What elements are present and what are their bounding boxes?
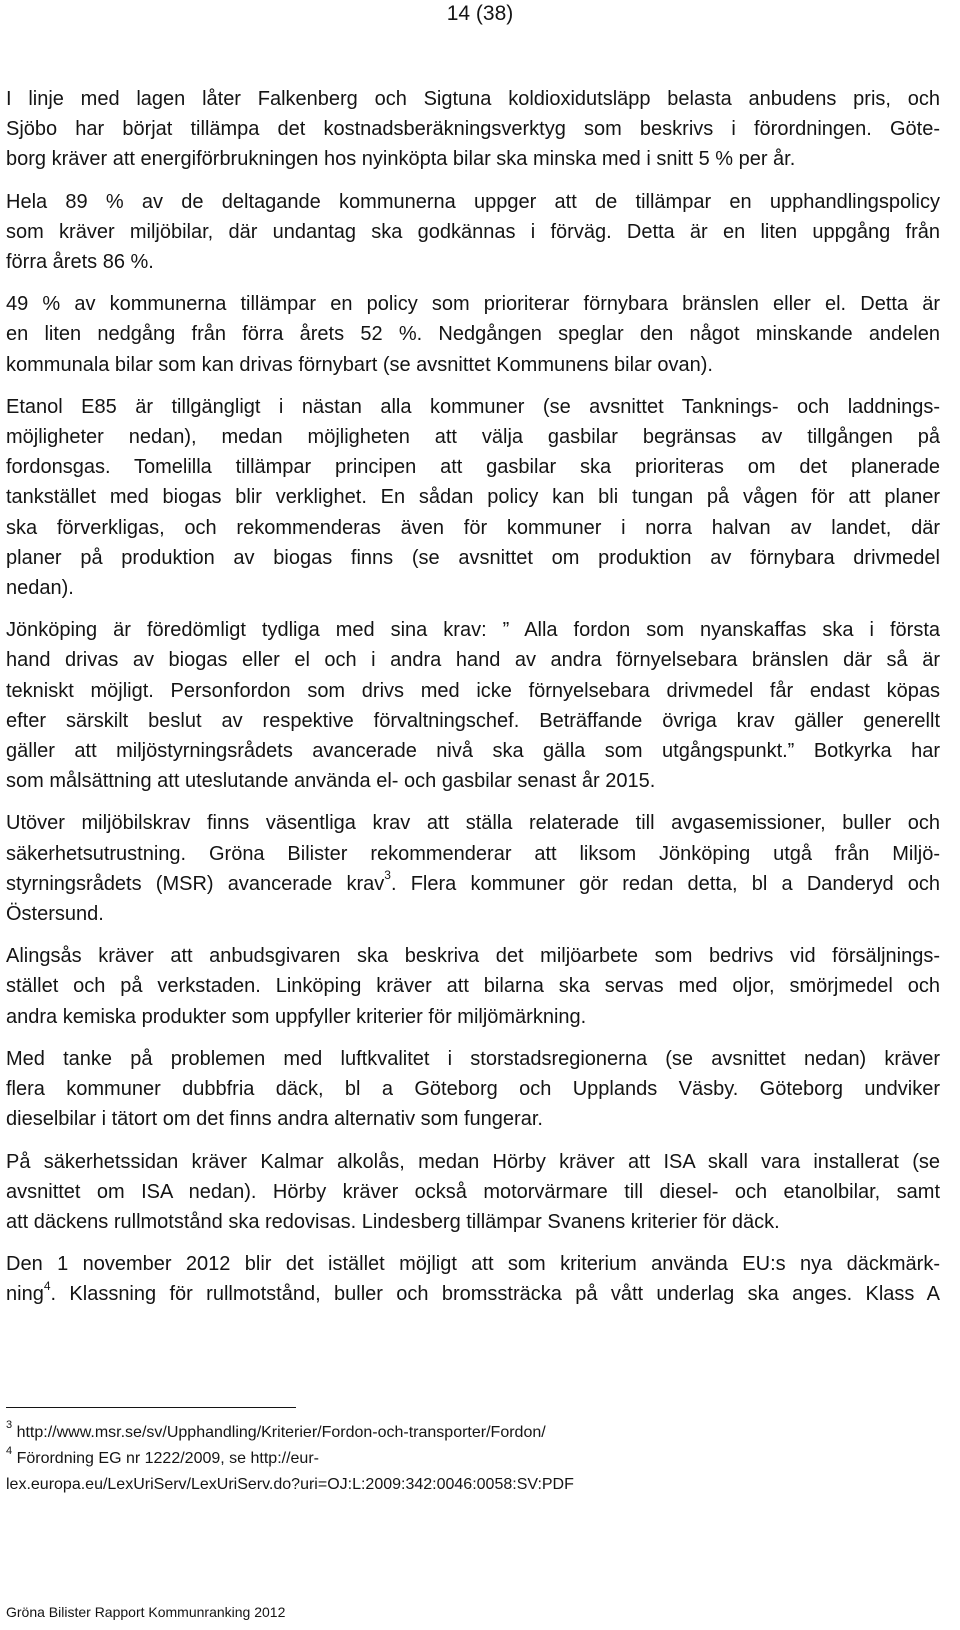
text-line: kommunala bilar som kan drivas förnybart (se avsnittet Kommunens bilar ovan). xyxy=(6,353,713,376)
text-line: att däckens rullmotstånd ska redovisas. Lindesberg tillämpar Svanens kriterier för däck. xyxy=(6,1210,780,1233)
paragraph-4 xyxy=(6,392,940,603)
footnote-text[interactable]: Förordning EG nr 1222/2009, se http://eur- xyxy=(16,1450,319,1467)
text-segment: . Flera kommuner gör redan detta, bl a Danderyd och xyxy=(390,872,941,895)
text-line: Den 1 november 2012 blir det istället möjligt att som kriterium använda EU:s nya däckmärk- xyxy=(6,1253,940,1276)
paragraph-8 xyxy=(6,1044,940,1135)
paragraph-6 xyxy=(6,808,940,929)
paragraph-7 xyxy=(6,941,940,1032)
text-line: tankstället med biogas blir verklighet. En sådan policy kan bli tungan på vågen för att planer xyxy=(6,486,940,509)
text-line: fordonsgas. Tomelilla tillämpar principen att gasbilar ska prioriteras om det planerade xyxy=(6,456,940,479)
text-line: en liten nedgång från förra årets 52 %. Nedgången speglar den något minskande andelen xyxy=(6,323,940,346)
text-line: som kräver miljöbilar, där undantag ska godkännas i förväg. Detta är en liten uppgång från xyxy=(6,220,940,243)
text-line: nedan). xyxy=(6,577,74,600)
text-line: Sjöbo har börjat tillämpa det kostnadsberäkningsverktyg som beskrivs i förordningen. Göte- xyxy=(6,118,940,141)
text-segment: styrningsrådets (MSR) avancerade krav xyxy=(6,872,385,895)
text-line: andra kemiska produkter som uppfyller kriterier för miljömärkning. xyxy=(6,1005,587,1028)
paragraph-3 xyxy=(6,289,940,380)
text-line: planer på produktion av biogas finns (se avsnittet om produktion av förnybara drivmedel xyxy=(6,546,940,569)
page-footer: Gröna Bilister Rapport Kommunranking 2012 xyxy=(6,1604,286,1620)
paragraph-2 xyxy=(6,187,940,278)
text-line xyxy=(6,1279,940,1309)
footnote-separator xyxy=(6,1407,296,1408)
text-line: avsnittet om ISA nedan). Hörby kräver också motorvärmare till diesel- och etanolbilar, samt xyxy=(6,1180,940,1203)
paragraph-9 xyxy=(6,1147,940,1238)
footnotes xyxy=(6,1420,940,1498)
text-line: Med tanke på problemen med luftkvalitet i storstadsregionerna (se avsnittet nedan) kräver xyxy=(6,1047,940,1070)
text-line: efter särskilt beslut av respektive förvaltningschef. Beträffande övriga krav gäller generellt xyxy=(6,709,940,732)
text-segment: . Klassning för rullmotstånd, buller och bromssträcka på vått underlag ska anges. Klass A xyxy=(50,1283,940,1306)
text-line: Jönköping är föredömligt tydliga med sina krav: ” Alla fordon som nyanskaffas ska i första xyxy=(6,619,940,642)
text-segment: ning xyxy=(6,1283,44,1306)
footnote-4 xyxy=(6,1446,940,1472)
footnote-ref-4[interactable]: 4 xyxy=(43,1278,51,1293)
page-number: 14 (38) xyxy=(446,2,514,25)
paragraph-10 xyxy=(6,1249,940,1309)
text-line: Etanol E85 är tillgängligt i nästan alla kommuner (se avsnittet Tanknings- och laddnings- xyxy=(6,395,940,418)
text-line: borg kräver att energiförbrukningen hos nyinköpta bilar ska minska med i snitt 5 % per år. xyxy=(6,148,796,171)
text-line: hand drivas av biogas eller el och i andra hand av andra förnyelsebara bränslen där så är xyxy=(6,649,940,672)
text-line: gäller att miljöstyrningsrådets avancerade nivå ska gälla som utgångspunkt.” Botkyrka har xyxy=(6,740,940,763)
footnote-ref-3[interactable]: 3 xyxy=(384,868,391,883)
body-text xyxy=(6,84,940,1322)
text-line: möjligheter nedan), medan möjligheten att välja gasbilar begränsas av tillgången på xyxy=(6,426,940,449)
text-line: stället och på verkstaden. Linköping kräver att bilarna ska servas med oljor, smörjmedel och xyxy=(6,975,940,998)
footnote-link[interactable]: http://www.msr.se/sv/Upphandling/Kriterier/Fordon-och-transporter/Fordon/ xyxy=(16,1424,546,1441)
paragraph-1 xyxy=(6,84,940,175)
text-line: På säkerhetssidan kräver Kalmar alkolås, medan Hörby kräver att ISA skall vara installerat (se xyxy=(6,1150,940,1173)
footnote-3 xyxy=(6,1420,940,1446)
text-line: Alingsås kräver att anbudsgivaren ska beskriva det miljöarbete som bedrivs vid försäljnings- xyxy=(6,945,940,968)
text-line: tekniskt möjligt. Personfordon som drivs med icke förnyelsebara drivmedel får endast köpas xyxy=(6,679,940,702)
text-line: Utöver miljöbilskrav finns väsentliga krav att ställa relaterade till avgasemissioner, buller och xyxy=(6,812,940,835)
paragraph-5 xyxy=(6,615,940,796)
text-line: dieselbilar i tätort om det finns andra alternativ som fungerar. xyxy=(6,1108,543,1131)
text-line: 49 % av kommunerna tillämpar en policy som prioriterar förnybara bränslen eller el. Detta är xyxy=(6,293,940,316)
text-line: Hela 89 % av de deltagande kommunerna uppger att de tillämpar en upphandlingspolicy xyxy=(6,190,940,213)
footnote-4-continued[interactable]: lex.europa.eu/LexUriServ/LexUriServ.do?uri=OJ:L:2009:342:0046:0058:SV:PDF xyxy=(6,1476,574,1493)
footnote-number: 4 xyxy=(6,1444,13,1457)
text-line: förra årets 86 %. xyxy=(6,251,154,274)
text-line: säkerhetsutrustning. Gröna Bilister rekommenderar att liksom Jönköping utgå från Miljö- xyxy=(6,842,940,865)
text-line: Östersund. xyxy=(6,903,104,926)
footnote-number: 3 xyxy=(6,1418,13,1431)
text-line: som målsättning att uteslutande använda el- och gasbilar senast år 2015. xyxy=(6,770,656,793)
text-line: ska förverkligas, och rekommenderas även för kommuner i norra halvan av landet, där xyxy=(6,516,940,539)
text-line xyxy=(6,869,940,899)
text-line: flera kommuner dubbfria däck, bl a Göteborg och Upplands Väsby. Göteborg undviker xyxy=(6,1078,940,1101)
text-line: I linje med lagen låter Falkenberg och Sigtuna koldioxidutsläpp belasta anbudens pris, och xyxy=(6,88,940,110)
